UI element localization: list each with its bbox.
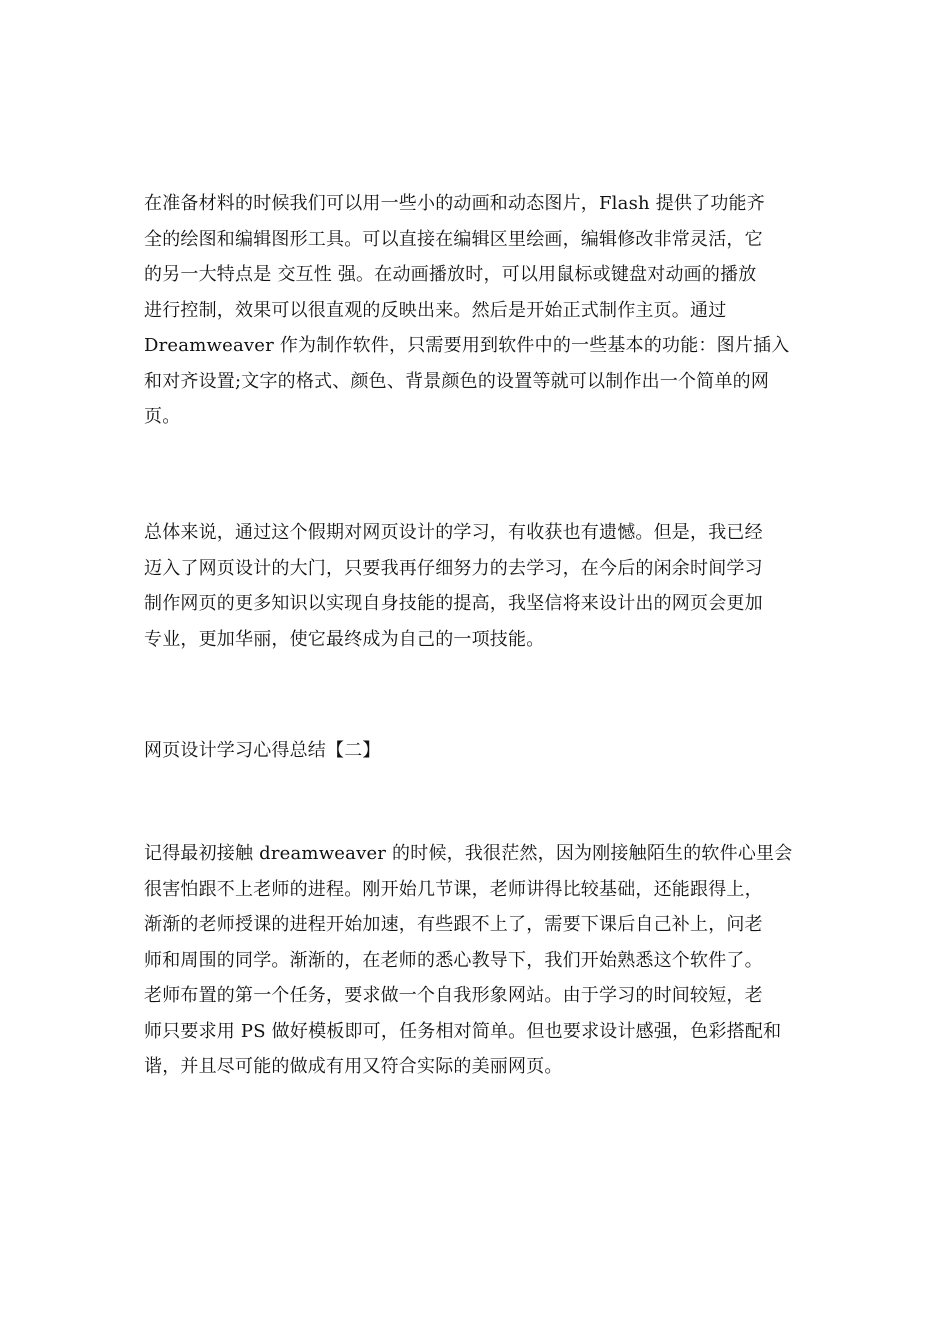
text-line: 渐渐的老师授课的进程开始加速，有些跟不上了，需要下课后自己补上，问老 bbox=[144, 914, 763, 935]
text-line: 全的绘图和编辑图形工具。可以直接在编辑区里绘画，编辑修改非常灵活，它 bbox=[144, 228, 763, 250]
text-line: 记得最初接触 dreamweaver 的时候，我很茫然，因为刚接触陌生的软件心里会 bbox=[144, 843, 793, 864]
text-line: 专业，更加华丽，使它最终成为自己的一项技能。 bbox=[144, 628, 545, 650]
text-line: 很害怕跟不上老师的进程。刚开始几节课，老师讲得比较基础，还能跟得上， bbox=[144, 878, 763, 900]
text-line: 在准备材料的时候我们可以用一些小的动画和动态图片，Flash 提供了功能齐 bbox=[144, 193, 765, 214]
text-line: 页。 bbox=[144, 406, 181, 427]
text-line: 的另一大特点是 交互性 强。在动画播放时，可以用鼠标或键盘对动画的播放 bbox=[144, 264, 757, 285]
text-line: Dreamweaver 作为制作软件，只需要用到软件中的一些基本的功能：图片插入 bbox=[144, 335, 790, 356]
section-heading bbox=[144, 733, 807, 769]
text-line: 师和周围的同学。渐渐的，在老师的悉心教导下，我们开始熟悉这个软件了。 bbox=[144, 949, 763, 971]
text-line: 师只要求用 PS 做好模板即可，任务相对简单。但也要求设计感强，色彩搭配和 bbox=[144, 1020, 782, 1042]
text-line: 谐，并且尽可能的做成有用又符合实际的美丽网页。 bbox=[144, 1056, 563, 1077]
paragraph-flash-dreamweaver bbox=[144, 186, 807, 435]
text-line: 老师布置的第一个任务，要求做一个自我形象网站。由于学习的时间较短，老 bbox=[144, 985, 763, 1006]
text-line: 总体来说，通过这个假期对网页设计的学习，有收获也有遗憾。但是，我已经 bbox=[144, 522, 763, 543]
text-line: 迈入了网页设计的大门，只要我再仔细努力的去学习，在今后的闲余时间学习 bbox=[144, 557, 763, 579]
text-line: 和对齐设置;文字的格式、颜色、背景颜色的设置等就可以制作出一个简单的网 bbox=[144, 370, 770, 392]
paragraph-dreamweaver-learning bbox=[144, 836, 807, 1085]
text-line: 制作网页的更多知识以实现自身技能的提高，我坚信将来设计出的网页会更加 bbox=[144, 593, 763, 614]
paragraph-summary bbox=[144, 515, 807, 657]
heading-text: 网页设计学习心得总结【二】 bbox=[144, 740, 381, 761]
text-line: 进行控制，效果可以很直观的反映出来。然后是开始正式制作主页。通过 bbox=[144, 299, 727, 321]
